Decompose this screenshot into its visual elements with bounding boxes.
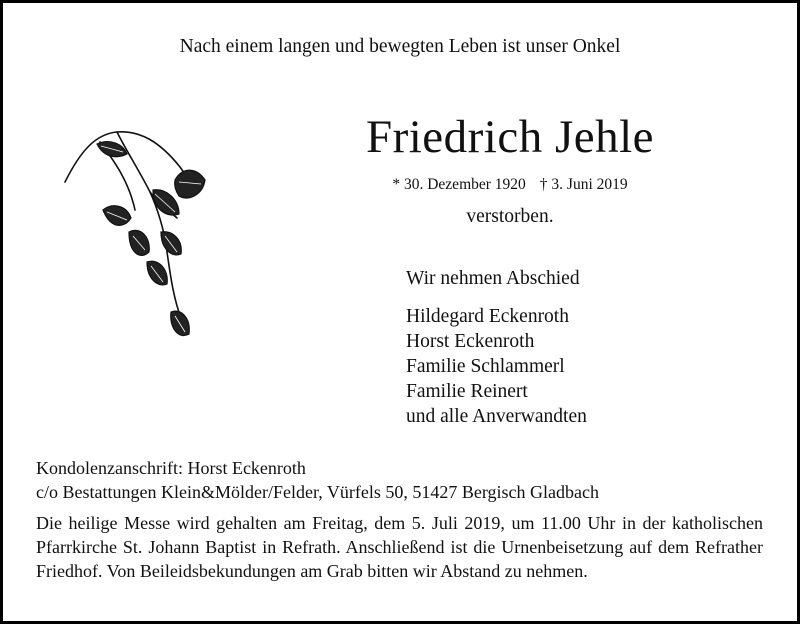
mourner-item: und alle Anverwandten (406, 406, 587, 427)
condolence-line: c/o Bestattungen Klein&Mölder/Felder, Vürfels 50, 51427 Bergisch Gladbach (36, 482, 600, 502)
birth-date: * 30. Dezember 1920 (392, 176, 526, 193)
condolence-address (36, 456, 599, 504)
birch-branch-icon (55, 122, 225, 362)
intro-line: Nach einem langen und bewegten Leben ist unser Onkel (179, 36, 621, 57)
mourner-item: Familie Schlammerl (406, 356, 565, 377)
condolence-line: Kondolenzanschrift: Horst Eckenroth (36, 458, 306, 478)
mourner-item: Familie Reinert (406, 381, 528, 402)
mourner-item: Hildegard Eckenroth (406, 306, 569, 327)
mourners-list (406, 304, 587, 429)
deceased-name: Friedrich Jehle (365, 111, 655, 163)
farewell-line: Wir nehmen Abschied (406, 268, 580, 289)
mourner-item: Horst Eckenroth (406, 331, 535, 352)
died-word: verstorben. (466, 206, 554, 227)
life-dates (340, 176, 680, 194)
mass-announcement: Die heilige Messe wird gehalten am Freitag, dem 5. Juli 2019, um 11.00 Uhr in der katholischen Pfarrkirche St. Johann Baptist in Refrath. Anschließend ist die Urnenbeisetzung auf dem Refrather Friedhof. Von Beileidsbekundungen am Grab bitten wir Abstand zu nehmen. (36, 513, 763, 581)
death-date: † 3. Juni 2019 (539, 176, 628, 193)
